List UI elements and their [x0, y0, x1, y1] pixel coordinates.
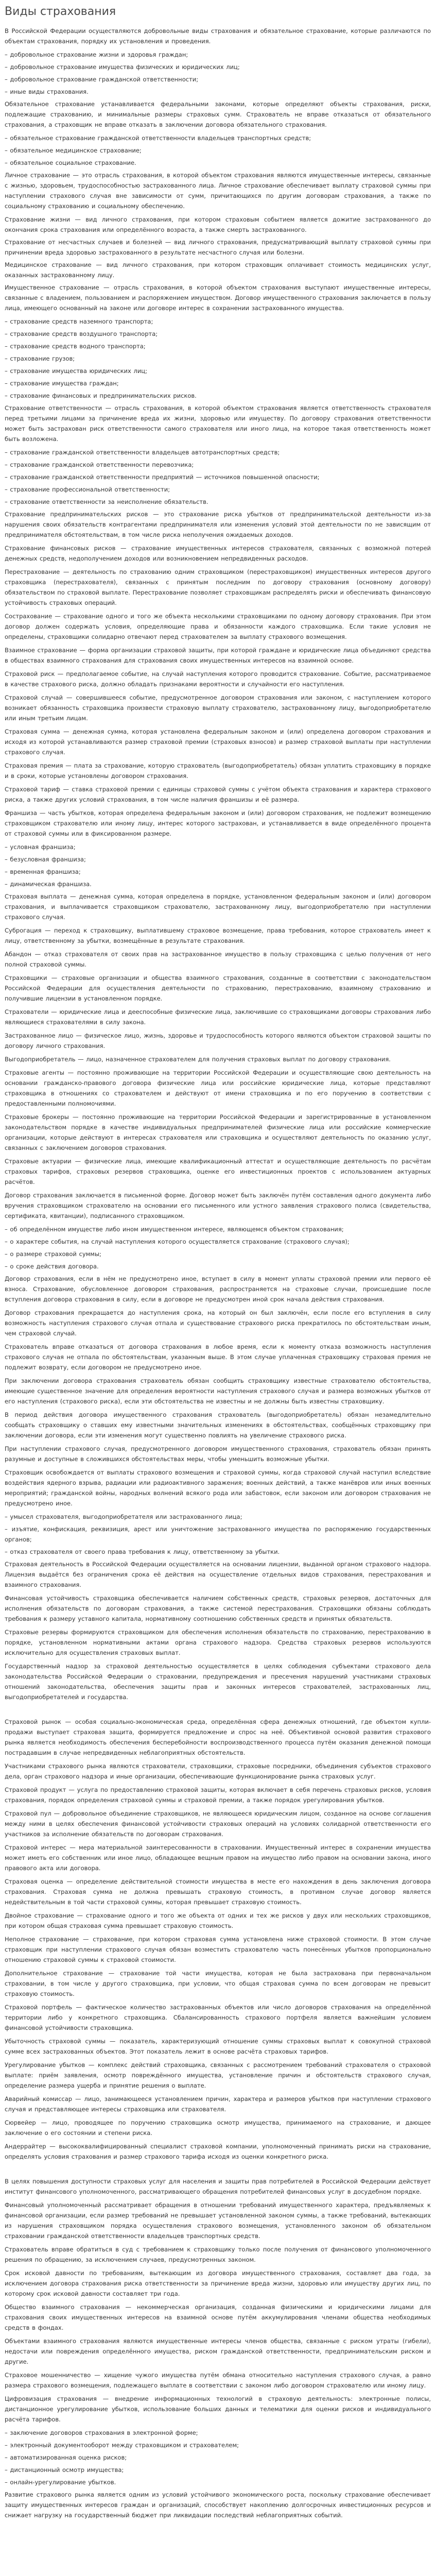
- list-item: – добровольное страхование имущества физических и юридических лиц;: [5, 63, 240, 71]
- paragraph: Страховые брокеры — постоянно проживающие на территории Российской Федерации и зарегистрированные в установленном законодательством порядке в качестве индивидуальных предпринимателей физические лица или российские коммерческие организации, которые действуют в интересах страхователя или страховщика и осуществляют деятельность по оказанию услуг, связанных с заключением договоров страхования.: [5, 1113, 431, 1151]
- paragraph: Страхователи — юридические лица и дееспособные физические лица, заключившие со страховщиками договоры страхования либо являющиеся страхователями в силу закона.: [5, 1008, 431, 1026]
- list-item: – добровольное страхование жизни и здоровья граждан;: [5, 51, 188, 58]
- paragraph: Финансовый уполномоченный рассматривает обращения в отношении требований имущественного характера, предъявляемых к финансовой организации, если размер требований не превышает установленной законом суммы, а также требований, вытекающих из нарушения страховщиком порядка осуществления страхового возмещения, установленного законом об обязательном страховании гражданской ответственности владельцев транспортных средств.: [5, 2201, 431, 2240]
- paragraph: Договор страхования прекращается до наступления срока, на который он был заключён, если после его вступления в силу возможность наступления страхового случая отпала и существование страхового риска прекратилось по обстоятельствам иным, чем страховой случай.: [5, 1309, 431, 1337]
- paragraph: Страховой пул — добровольное объединение страховщиков, не являющееся юридическим лицом, созданное на основе соглашения между ними в целях обеспечения финансовой устойчивости страховых операций на условиях солидарной ответственности его участников за исполнение обязательств по договорам страхования.: [5, 1810, 431, 1838]
- paragraph: При наступлении страхового случая, предусмотренного договором имущественного страхования, страхователь обязан принять разумные и доступные в сложившихся обстоятельствах меры, чтобы уменьшить возможные убытки.: [5, 1445, 431, 1463]
- paragraph: Страховые агенты — постоянно проживающие на территории Российской Федерации и осуществляющие свою деятельность на основании гражданско-правового договора физические лица или российские юридические лица, которые представляют страховщика в отношениях со страхователем и действуют от имени страховщика и по его поручению в соответствии с предоставленными полномочиями.: [5, 1069, 431, 1107]
- article-body: [5, 26, 431, 2520]
- page-title: Виды страхования: [5, 5, 116, 18]
- list-item: – обязательное страхование гражданской ответственности владельцев транспортных средств;: [5, 134, 311, 142]
- paragraph: В Российской Федерации осуществляются добровольные виды страхования и обязательное страхование, которые различаются по объектам страхования, порядку их установления и проведения.: [5, 27, 431, 45]
- paragraph: Личное страхование — это отрасль страхования, в которой объектом страхования являются имущественные интересы, связанные с жизнью, здоровьем, трудоспособностью застрахованного лица. Личное страхование обеспечивает выплату страховой суммы при наступлении страхового случая вне зависимости от сумм, причитающихся по другим договорам страхования, а также по социальному страхованию и социальному обеспечению.: [5, 172, 431, 210]
- paragraph: Страхование финансовых рисков — страхование имущественных интересов страхователя, связанных с возможной потерей денежных средств, недополучением доходов или возникновением непредвиденных расходов.: [5, 545, 431, 562]
- paragraph: Цифровизация страхования — внедрение информационных технологий в страховую деятельность: электронные полисы, дистанционное урегулирование убытков, использование больших данных и телематики для оценки рисков и индивидуального расчёта тарифов.: [5, 2395, 431, 2423]
- list-item: Страхование от несчастных случаев и болезней — вид личного страхования, предусматривающий выплату страховой суммы при причинении вреда здоровью застрахованного в результате несчастного случая или болезни.: [5, 239, 431, 256]
- list-item: – автоматизированная оценка рисков;: [5, 2454, 127, 2461]
- paragraph: Франшиза — часть убытков, которая определена федеральным законом и (или) договором страхования, не подлежит возмещению страховщиком страхователю или иному лицу, интерес которого застрахован, и устанавливается в виде определённого процента от страховой суммы или в фиксированном размере.: [5, 809, 431, 837]
- list-item: Страхование жизни — вид личного страхования, при котором страховым событием является дожитие застрахованного до окончания срока страхования или определённого возраста, а также смерть застрахованного.: [5, 216, 431, 233]
- paragraph: Развитие страхового рынка является одним из условий устойчивого экономического роста, поскольку страхование обеспечивает защиту имущественных интересов граждан и организаций, способствует накоплению долгосрочных инвестиционных ресурсов и снижает нагрузку на государственный бюджет при ликвидации последствий неблагоприятных событий.: [5, 2491, 431, 2519]
- paragraph: Имущественное страхование — отрасль страхования, в которой объектом страхования выступают имущественные интересы, связанные с владением, пользованием и распоряжением имуществом. Договор имущественного страхования заключается в пользу лица, имеющего основанный на законе или договоре интерес в сохранении застрахованного имущества.: [5, 284, 431, 312]
- paragraph: Взаимное страхование — форма организации страховой защиты, при которой граждане и юридические лица объединяют средства в обществах взаимного страхования для страхования своих имущественных интересов на взаимной основе.: [5, 647, 431, 664]
- paragraph: Страховой рынок — особая социально-экономическая среда, определённая сфера денежных отношений, где объектом купли-продажи выступает страховая защита, формируется предложение и спрос на неё. Объективной основой развития страхового рынка является необходимость обеспечения бесперебойности воспроизводственного процесса путём оказания денежной помощи пострадавшим в случае непредвиденных неблагоприятных обстоятельств.: [5, 1718, 431, 1756]
- paragraph: При заключении договора страхования страхователь обязан сообщить страховщику известные страхователю обстоятельства, имеющие существенное значение для определения вероятности наступления страхового случая и размера возможных убытков от его наступления (страхового риска), если эти обстоятельства не известны и не должны быть известны страховщику.: [5, 1377, 431, 1405]
- list-item: – изъятие, конфискация, реквизиция, арест или уничтожение застрахованного имущества по распоряжению государственных органов;: [5, 1526, 431, 1543]
- paragraph: Перестрахование — деятельность по страхованию одним страховщиком (перестраховщиком) имущественных интересов другого страховщика (перестрахователя), связанных с принятым последним по договору страхования (основному договору) обязательством по страховой выплате. Перестрахование позволяет страховщикам распределять риски и обеспечивать финансовую устойчивость страховых операций.: [5, 568, 431, 606]
- paragraph: Договор страхования, если в нём не предусмотрено иное, вступает в силу в момент уплаты страховой премии или первого её взноса. Страхование, обусловленное договором страхования, распространяется на страховые случаи, происшедшие после вступления договора страхования в силу, если в договоре не предусмотрен иной срок начала действия страхования.: [5, 1275, 431, 1303]
- paragraph: Страховой случай — совершившееся событие, предусмотренное договором страхования или законом, с наступлением которого возникает обязанность страховщика произвести страховую выплату страхователю, застрахованному лицу, выгодоприобретателю или иным третьим лицам.: [5, 694, 431, 722]
- list-item: – страхование гражданской ответственности предприятий — источников повышенной опасности;: [5, 473, 320, 481]
- list-item: – обязательное медицинское страхование;: [5, 147, 142, 154]
- paragraph: Страховой интерес — мера материальной заинтересованности в страховании. Имущественный интерес в сохранении имущества может иметь его собственник или иное лицо, обладающее вещным правом на имущество либо правом на основании закона, иного правового акта или договора.: [5, 1844, 431, 1872]
- list-item: – обязательное социальное страхование.: [5, 159, 136, 166]
- list-item: – динамическая франшиза.: [5, 880, 92, 888]
- list-item: – об определённом имуществе либо ином имущественном интересе, являющемся объектом страхования;: [5, 1226, 344, 1233]
- paragraph: Страхователь вправе отказаться от договора страхования в любое время, если к моменту отказа возможность наступления страхового случая не отпала по обстоятельствам, указанным выше. В этом случае уплаченная страховщику страховая премия не подлежит возврату, если договором не предусмотрено иное.: [5, 1343, 431, 1371]
- paragraph: Участниками страхового рынка являются страхователи, страховщики, страховые посредники, объединения субъектов страхового дела, орган страхового надзора и иные организации, обеспечивающие функционирование рынка страховых услуг.: [5, 1762, 431, 1780]
- paragraph: Убыточность страховой суммы — показатель, характеризующий отношение суммы страховых выплат к совокупной страховой сумме всех застрахованных объектов. Этот показатель лежит в основе расчёта страховых тарифов.: [5, 2038, 431, 2055]
- list-item: – временная франшиза;: [5, 868, 81, 875]
- paragraph: Страховой риск — предполагаемое событие, на случай наступления которого проводится страхование. Событие, рассматриваемое в качестве страхового риска, должно обладать признаками вероятности и случайности его наступления.: [5, 670, 431, 688]
- list-item: – онлайн-урегулирование убытков.: [5, 2479, 116, 2486]
- list-item: – о характере события, на случай наступления которого осуществляется страхование (страхового случая);: [5, 1238, 350, 1245]
- paragraph: Страховщики — страховые организации и общества взаимного страхования, созданные в соответствии с законодательством Российской Федерации для осуществления деятельности по страхованию, перестрахованию, взаимному страхованию и получившие лицензии в установленном порядке.: [5, 974, 431, 1002]
- paragraph: Сюрвейер — лицо, проводящее по поручению страховщика осмотр имущества, принимаемого на страхование, и дающее заключение о его состоянии и степени риска.: [5, 2119, 431, 2137]
- paragraph: Объектами взаимного страхования являются имущественные интересы членов общества, связанные с риском утраты (гибели), недостачи или повреждения определённого имущества, риском гражданской ответственности, предпринимательским риском и другие.: [5, 2337, 431, 2365]
- list-item: – умысел страхователя, выгодоприобретателя или застрахованного лица;: [5, 1513, 242, 1520]
- list-item: – страхование гражданской ответственности владельцев автотранспортных средств;: [5, 449, 280, 456]
- list-item: – безусловная франшиза;: [5, 856, 86, 863]
- list-item: – страхование имущества юридических лиц;: [5, 367, 148, 375]
- paragraph: Страховая премия — плата за страхование, которую страхователь (выгодоприобретатель) обязан уплатить страховщику в порядке и в сроки, которые установлены договором страхования.: [5, 762, 431, 779]
- paragraph: Страхование ответственности — отрасль страхования, в которой объектом страхования является ответственность страхователя перед третьими лицами за причинение вреда их жизни, здоровью или имуществу. По договору страхования ответственности может быть застрахован риск ответственности самого страхователя или иного лица, на которое такая ответственность может быть возложена.: [5, 404, 431, 443]
- list-item: – страхование финансовых и предпринимательских рисков.: [5, 392, 197, 399]
- paragraph: Страхователь вправе обратиться в суд с требованием к страховщику только после получения от финансового уполномоченного решения по обращению, за исключением случаев, предусмотренных законом.: [5, 2246, 431, 2263]
- paragraph: Страховая выплата — денежная сумма, которая определена в порядке, установленном федеральным законом и (или) договором страхования, и выплачивается страховщиком страхователю, застрахованному лицу, выгодоприобретателю при наступлении страхового случая.: [5, 893, 431, 921]
- paragraph: Застрахованное лицо — физическое лицо, жизнь, здоровье и трудоспособность которого являются объектом страховой защиты по договору личного страхования.: [5, 1032, 431, 1049]
- list-item: – страхование профессиональной ответственности;: [5, 486, 170, 493]
- list-item: – дистанционный осмотр имущества;: [5, 2466, 124, 2473]
- paragraph: Страховое мошенничество — хищение чужого имущества путём обмана относительно наступления страхового случая, а равно размера страхового возмещения, подлежащего выплате в соответствии с законом либо договором страхователю или иному лицу.: [5, 2371, 431, 2389]
- paragraph: Страховщик освобождается от выплаты страхового возмещения и страховой суммы, когда страховой случай наступил вследствие воздействия ядерного взрыва, радиации или радиоактивного заражения; военных действий, а также манёвров или иных военных мероприятий; гражданской войны, народных волнений всякого рода или забастовок, если законом или договором страхования не предусмотрено иное.: [5, 1469, 431, 1507]
- list-item: – страхование ответственности за неисполнение обязательств.: [5, 498, 208, 505]
- paragraph: Двойное страхование — страхование одного и того же объекта от одних и тех же рисков у двух или нескольких страховщиков, при котором общая страховая сумма превышает страховую стоимость.: [5, 1912, 431, 1929]
- paragraph: Страхование предпринимательских рисков — это страхование риска убытков от предпринимательской деятельности из-за нарушения своих обязательств контрагентами предпринимателя или изменения условий этой деятельности по не зависящим от предпринимателя обстоятельствам, в том числе риска неполучения ожидаемых доходов.: [5, 511, 431, 538]
- list-item: – о сроке действия договора.: [5, 1263, 99, 1270]
- paragraph: Обязательное страхование устанавливается федеральными законами, которые определяют объекты страхования, риски, подлежащие страхованию, и минимальные размеры страховых сумм. Страхователь не вправе отказаться от обязательного страхования, а страховщик не вправе отказать в заключении договора обязательного страхования.: [5, 100, 431, 128]
- list-item: – отказ страхователя от своего права требования к лицу, ответственному за убытки.: [5, 1548, 280, 1555]
- paragraph: Финансовая устойчивость страховщика обеспечивается наличием собственных средств, страховых резервов, достаточных для исполнения обязательств по договорам страхования, а также системой перестрахования. Страховщики обязаны соблюдать требования к размеру уставного капитала, нормативному соотношению собственных средств и принятых обязательств.: [5, 1595, 431, 1622]
- list-item: – заключение договоров страхования в электронной форме;: [5, 2429, 198, 2436]
- paragraph: Страховой тариф — ставка страховой премии с единицы страховой суммы с учётом объекта страхования и характера страхового риска, а также других условий страхования, в том числе наличия франшизы и её размера.: [5, 786, 431, 803]
- list-item: – страхование грузов;: [5, 355, 75, 362]
- paragraph: Дополнительное страхование — страхование той части имущества, которая не была застрахована при первоначальном страховании, в том числе у другого страховщика, при условии, что общая страховая сумма по всем договорам не превысит страховую стоимость.: [5, 1970, 431, 1997]
- paragraph: Общество взаимного страхования — некоммерческая организация, созданная физическими и юридическими лицами для страхования своих имущественных интересов на взаимной основе путём аккумулирования членами общества необходимых средств в фондах.: [5, 2303, 431, 2331]
- list-item: – условная франшиза;: [5, 843, 76, 851]
- paragraph: Страховые актуарии — физические лица, имеющие квалификационный аттестат и осуществляющие деятельность по расчётам страховых тарифов, страховых резервов страховщика, оценке его инвестиционных проектов с использованием актуарных расчётов.: [5, 1158, 431, 1185]
- paragraph: Страховые резервы формируются страховщиком для обеспечения исполнения обязательств по страхованию, перестрахованию в порядке, установленном нормативными актами органа страхового надзора. Средства страховых резервов используются исключительно для осуществления страховых выплат.: [5, 1629, 431, 1656]
- paragraph: Страховой портфель — фактическое количество застрахованных объектов или число договоров страхования на определённой территории либо у конкретного страховщика. Сбалансированность страхового портфеля является важнейшим условием финансовой устойчивости страховщика.: [5, 2004, 431, 2031]
- paragraph: В целях повышения доступности страховых услуг для населения и защиты прав потребителей в Российской Федерации действует институт финансового уполномоченного, рассматривающего обращения потребителей финансовых услуг в досудебном порядке.: [5, 2178, 431, 2195]
- paragraph: Срок исковой давности по требованиям, вытекающим из договора имущественного страхования, составляет два года, за исключением договора страхования риска ответственности за причинение вреда жизни, здоровью или имуществу других лиц, по которому срок исковой давности составляет три года.: [5, 2269, 431, 2297]
- paragraph: Договор страхования заключается в письменной форме. Договор может быть заключён путём составления одного документа либо вручения страховщиком страхователю на основании его письменного или устного заявления страхового полиса (свидетельства, сертификата, квитанции), подписанного страховщиком.: [5, 1192, 431, 1219]
- paragraph: Страховая оценка — определение действительной стоимости имущества в месте его нахождения в день заключения договора страхования. Страховая сумма не должна превышать страховую стоимость, в противном случае договор является недействительным в той части страховой суммы, которая превышает страховую стоимость.: [5, 1878, 431, 1906]
- paragraph: Государственный надзор за страховой деятельностью осуществляется в целях соблюдения субъектами страхового дела законодательства Российской Федерации о страховании, предупреждения и пресечения нарушений участниками страховых отношений законодательства, обеспечения защиты прав и законных интересов страхователей, застрахованных лиц, выгодоприобретателей и государства.: [5, 1663, 431, 1701]
- paragraph: Абандон — отказ страхователя от своих прав на застрахованное имущество в пользу страховщика с целью получения от него полной страховой суммы.: [5, 951, 431, 968]
- list-item: – страхование имущества граждан;: [5, 380, 119, 387]
- paragraph: Страховая сумма — денежная сумма, которая установлена федеральным законом и (или) определена договором страхования и исходя из которой устанавливаются размер страховой премии (страховых взносов) и размер страховой выплаты при наступлении страхового случая.: [5, 728, 431, 756]
- paragraph: Страховая деятельность в Российской Федерации осуществляется на основании лицензии, выданной органом страхового надзора. Лицензия выдаётся без ограничения срока её действия на осуществление отдельных видов страхования, перестрахования и взаимного страхования.: [5, 1561, 431, 1588]
- list-item: – страхование средств водного транспорта;: [5, 343, 146, 350]
- paragraph: В период действия договора имущественного страхования страхователь (выгодоприобретатель) обязан незамедлительно сообщать страховщику о ставших ему известными значительных изменениях в обстоятельствах, сообщённых страховщику при заключении договора, если эти изменения могут существенно повлиять на увеличение страхового риска.: [5, 1411, 431, 1439]
- paragraph: Андеррайтер — высококвалифицированный специалист страховой компании, уполномоченный принимать риски на страхование, определять условия страхования и размер страхового тарифа исходя из оценки конкретного риска.: [5, 2143, 431, 2160]
- list-item: – добровольное страхование гражданской ответственности;: [5, 76, 199, 83]
- list-item: Медицинское страхование — вид личного страхования, при котором страховщик оплачивает стоимость медицинских услуг, оказанных застрахованному лицу.: [5, 261, 431, 279]
- paragraph: Суброгация — переход к страховщику, выплатившему страховое возмещение, права требования, которое страхователь имеет к лицу, ответственному за убытки, возмещённые в результате страхования.: [5, 927, 431, 944]
- paragraph: Страховой продукт — услуга по предоставлению страховой защиты, которая включает в себя перечень страховых рисков, условия страхования, порядок определения страховой суммы и страховой премии, а также порядок урегулирования убытков.: [5, 1786, 431, 1804]
- paragraph: Урегулирование убытков — комплекс действий страховщика, связанных с рассмотрением требований страхователя о страховой выплате: приём заявления, осмотр повреждённого имущества, установление причин и обстоятельств страхового случая, определение размера ущерба и принятие решения о выплате.: [5, 2061, 431, 2089]
- paragraph: Неполное страхование — страхование, при котором страховая сумма установлена ниже страховой стоимости. В этом случае страховщик при наступлении страхового случая обязан возместить страхователю часть понесённых убытков пропорционально отношению страховой суммы к страховой стоимости.: [5, 1936, 431, 1963]
- list-item: – страхование средств наземного транспорта;: [5, 318, 153, 325]
- paragraph: Сострахование — страхование одного и того же объекта несколькими страховщиками по одному договору страхования. При этом договор должен содержать условия, определяющие права и обязанности каждого страховщика. Если такие условия не определены, страховщики солидарно отвечают перед страхователем за выплату страхового возмещения.: [5, 613, 431, 640]
- list-item: – иные виды страхования.: [5, 88, 89, 95]
- list-item: – электронный документооборот между страховщиком и страхователем;: [5, 2442, 239, 2449]
- list-item: – страхование средств воздушного транспорта;: [5, 330, 158, 337]
- list-item: – о размере страховой суммы;: [5, 1250, 101, 1258]
- list-item: – страхование гражданской ответственности перевозчика;: [5, 461, 194, 468]
- paragraph: Выгодоприобретатель — лицо, назначенное страхователем для получения страховых выплат по договору страхования.: [5, 1056, 391, 1063]
- paragraph: Аварийный комиссар — лицо, занимающееся установлением причин, характера и размеров убытков при наступлении страхового случая и представляющее интересы страховщика или страхователя.: [5, 2095, 431, 2113]
